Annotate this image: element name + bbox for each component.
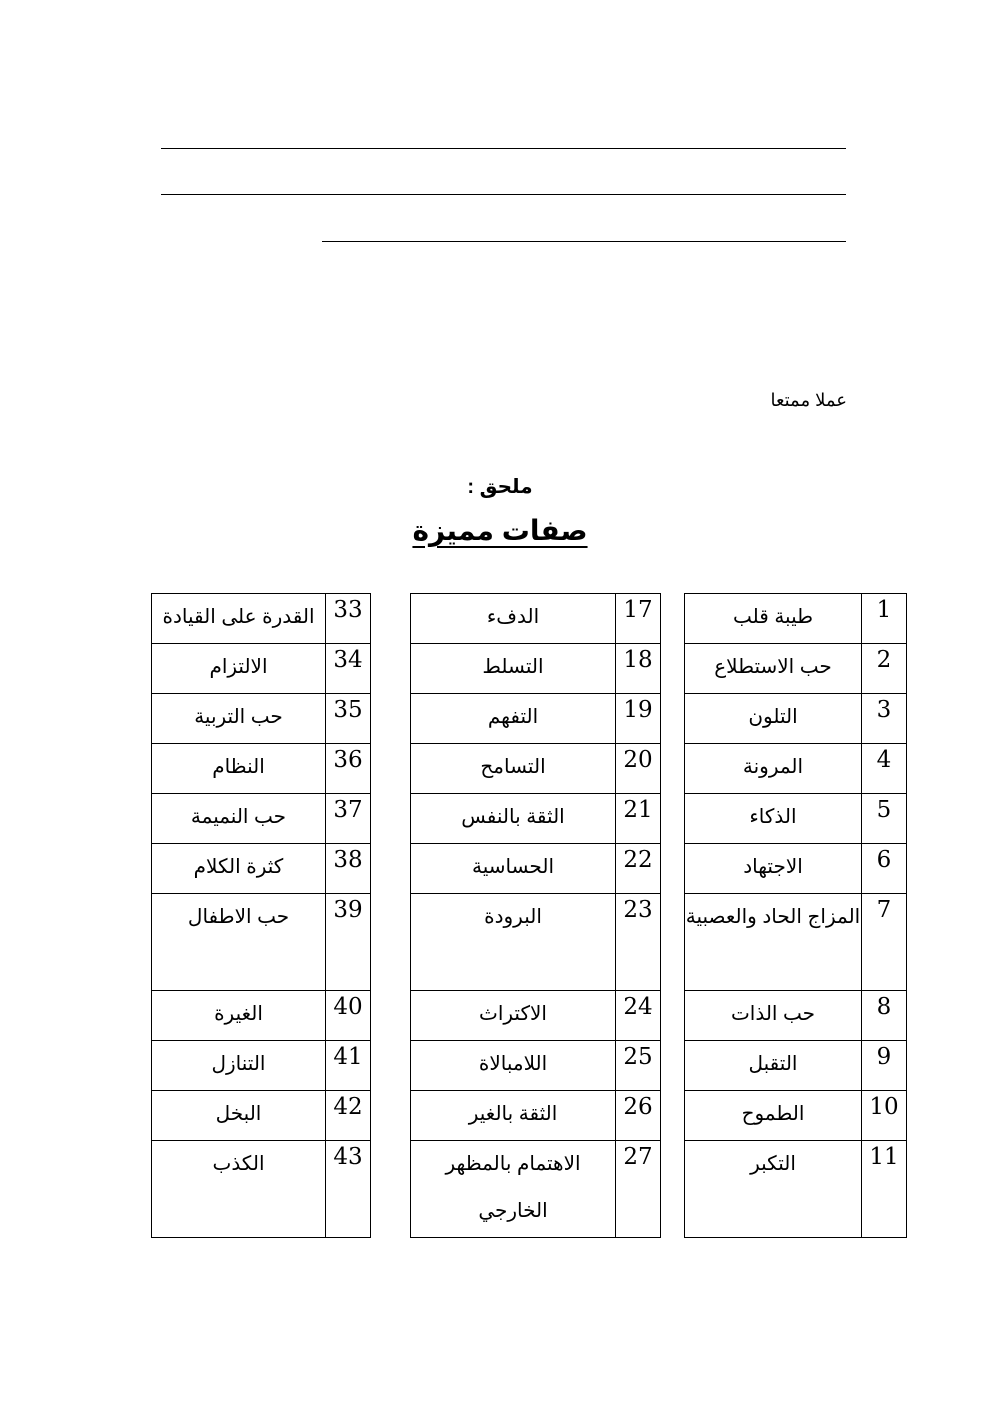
trait-name: الاكتراث [411, 991, 616, 1041]
trait-number: 11 [862, 1141, 907, 1238]
column-gap [371, 1091, 411, 1141]
trait-number: 24 [616, 991, 661, 1041]
trait-number: 18 [616, 644, 661, 694]
trait-number: 8 [862, 991, 907, 1041]
column-gap [371, 644, 411, 694]
trait-number: 23 [616, 894, 661, 991]
column-gap [371, 594, 411, 644]
traits-table [151, 593, 907, 1238]
trait-number: 33 [326, 594, 371, 644]
trait-number: 20 [616, 744, 661, 794]
column-gap [371, 991, 411, 1041]
trait-number: 21 [616, 794, 661, 844]
trait-name: اللامبالاة [411, 1041, 616, 1091]
table-row [152, 594, 907, 644]
column-gap [371, 694, 411, 744]
trait-number: 37 [326, 794, 371, 844]
column-gap [661, 744, 685, 794]
trait-number: 39 [326, 894, 371, 991]
column-gap [371, 894, 411, 991]
trait-number: 26 [616, 1091, 661, 1141]
trait-number: 9 [862, 1041, 907, 1091]
trait-number: 1 [862, 594, 907, 644]
trait-name: الطموح [685, 1091, 862, 1141]
trait-name: القدرة على القيادة [152, 594, 326, 644]
table-row [152, 644, 907, 694]
table-row [152, 1041, 907, 1091]
trait-number: 2 [862, 644, 907, 694]
trait-name: طيبة قلب [685, 594, 862, 644]
column-gap [661, 594, 685, 644]
column-gap [661, 1141, 685, 1238]
table-row [152, 894, 907, 991]
table-row [152, 1091, 907, 1141]
trait-name: المزاج الحاد والعصبية [685, 894, 862, 991]
table-row [152, 991, 907, 1041]
trait-number: 36 [326, 744, 371, 794]
table-row [152, 1141, 907, 1238]
trait-name: الحساسية [411, 844, 616, 894]
column-gap [661, 991, 685, 1041]
trait-number: 25 [616, 1041, 661, 1091]
page-title: صفات مميزة [412, 515, 588, 546]
column-gap [371, 794, 411, 844]
trait-number: 43 [326, 1141, 371, 1238]
trait-name: الدفء [411, 594, 616, 644]
trait-name: الالتزام [152, 644, 326, 694]
column-gap [661, 694, 685, 744]
trait-number: 19 [616, 694, 661, 744]
trait-name: الذكاء [685, 794, 862, 844]
trait-name: التفهم [411, 694, 616, 744]
column-gap [371, 744, 411, 794]
trait-name: التقبل [685, 1041, 862, 1091]
appendix-label: ملحق : [467, 476, 533, 498]
trait-number: 7 [862, 894, 907, 991]
column-gap [661, 644, 685, 694]
trait-name: الاجتهاد [685, 844, 862, 894]
table-row [152, 744, 907, 794]
blank-answer-line-3 [322, 241, 846, 242]
column-gap [371, 1041, 411, 1091]
column-gap [661, 794, 685, 844]
trait-number: 3 [862, 694, 907, 744]
trait-number: 22 [616, 844, 661, 894]
blank-answer-line-2 [161, 194, 846, 195]
trait-name: حب النميمة [152, 794, 326, 844]
trait-name: التنازل [152, 1041, 326, 1091]
column-gap [371, 844, 411, 894]
trait-name: الثقة بالنفس [411, 794, 616, 844]
trait-number: 34 [326, 644, 371, 694]
trait-name: حب التربية [152, 694, 326, 744]
trait-name: حب الاطفال [152, 894, 326, 991]
trait-name: البخل [152, 1091, 326, 1141]
trait-number: 41 [326, 1041, 371, 1091]
column-gap [661, 844, 685, 894]
column-gap [661, 894, 685, 991]
trait-number: 40 [326, 991, 371, 1041]
trait-number: 10 [862, 1091, 907, 1141]
trait-name: الكذب [152, 1141, 326, 1238]
trait-number: 27 [616, 1141, 661, 1238]
trait-name: الثقة بالغير [411, 1091, 616, 1141]
trait-name: حب الاستطلاع [685, 644, 862, 694]
trait-name: الاهتمام بالمظهر الخارجي [411, 1141, 616, 1238]
blank-answer-line-1 [161, 148, 846, 149]
trait-number: 4 [862, 744, 907, 794]
trait-name: النظام [152, 744, 326, 794]
trait-number: 38 [326, 844, 371, 894]
trait-number: 17 [616, 594, 661, 644]
trait-name: الغيرة [152, 991, 326, 1041]
table-row [152, 844, 907, 894]
trait-name: المرونة [685, 744, 862, 794]
trait-number: 42 [326, 1091, 371, 1141]
trait-name: البرودة [411, 894, 616, 991]
trait-name: كثرة الكلام [152, 844, 326, 894]
table-row [152, 794, 907, 844]
closing-text: عملا ممتعا [770, 390, 847, 410]
column-gap [661, 1041, 685, 1091]
column-gap [661, 1091, 685, 1141]
trait-number: 6 [862, 844, 907, 894]
trait-name: التسامح [411, 744, 616, 794]
trait-name: التلون [685, 694, 862, 744]
column-gap [371, 1141, 411, 1238]
trait-number: 5 [862, 794, 907, 844]
trait-name: حب الذات [685, 991, 862, 1041]
trait-name: التكبر [685, 1141, 862, 1238]
trait-number: 35 [326, 694, 371, 744]
table-row [152, 694, 907, 744]
trait-name: التسلط [411, 644, 616, 694]
